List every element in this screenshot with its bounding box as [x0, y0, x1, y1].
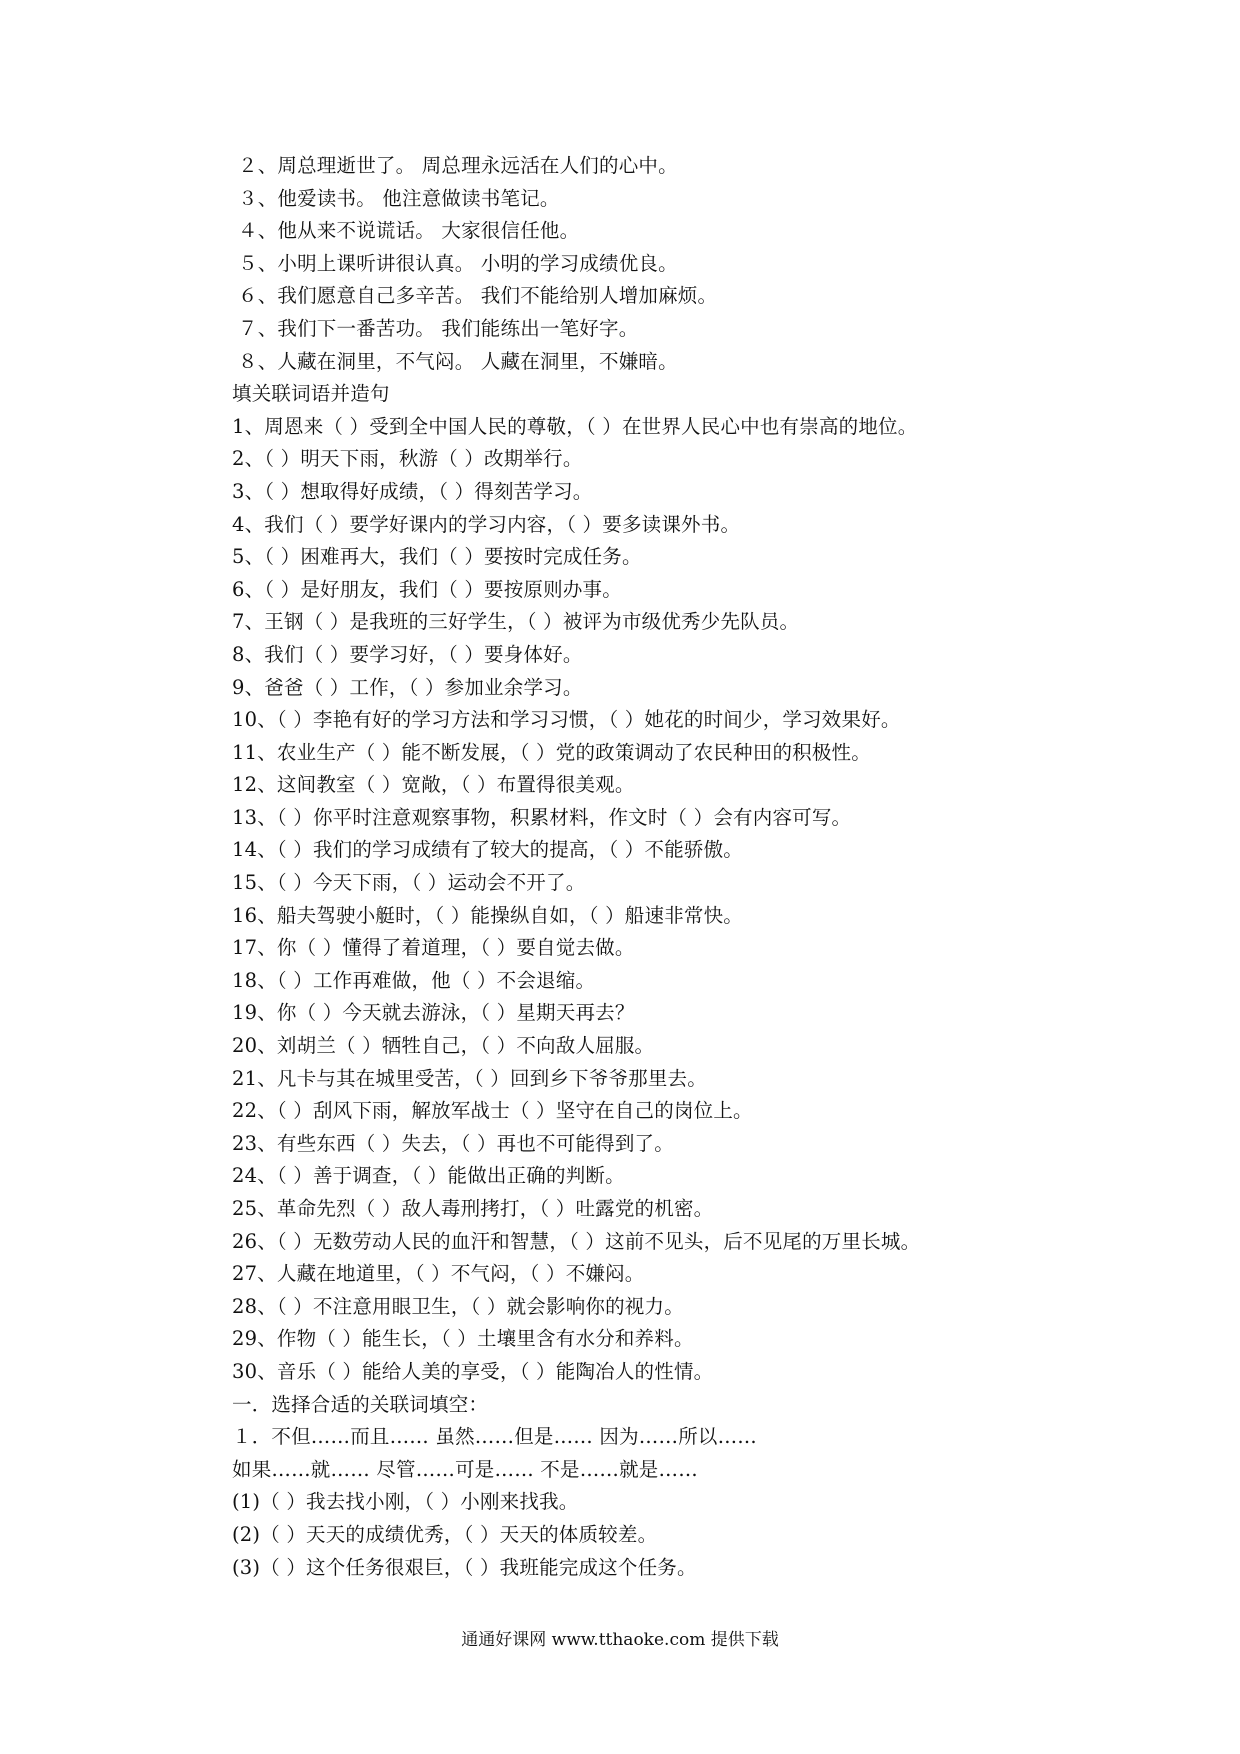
word-bank-line: １．不但……而且…… 虽然……但是…… 因为……所以…… [232, 1425, 757, 1449]
exercise-item: ７、我们下一番苦功。 我们能练出一笔好字。 [238, 316, 639, 340]
exercise-item: 17、你（ ）懂得了着道理，（ ）要自觉去做。 [232, 936, 635, 960]
exercise-item: 11、农业生产（ ）能不断发展，（ ）党的政策调动了农民种田的积极性。 [232, 740, 871, 764]
exercise-item: 4、我们（ ）要学好课内的学习内容，（ ）要多读课外书。 [232, 512, 741, 536]
exercise-item: ２、周总理逝世了。 周总理永远活在人们的心中。 [238, 154, 678, 177]
exercise-item: 28、（ ）不注意用眼卫生，（ ）就会影响你的视力。 [232, 1294, 684, 1318]
exercise-item: 20、刘胡兰（ ）牺牲自己，（ ）不向敌人屈服。 [232, 1034, 655, 1058]
exercise-item: 27、人藏在地道里，（ ）不气闷，（ ）不嫌闷。 [232, 1262, 645, 1286]
exercise-item: 21、凡卡与其在城里受苦，（ ）回到乡下爷爷那里去。 [232, 1066, 707, 1090]
exercise-item: ４、他从来不说谎话。 大家很信任他。 [238, 219, 580, 243]
exercise-item: 18、（ ）工作再难做，他（ ）不会退缩。 [232, 968, 596, 992]
choose-conjunctions-section [232, 1486, 1132, 1584]
exercise-item: 23、有些东西（ ）失去，（ ）再也不可能得到了。 [232, 1131, 674, 1155]
exercise-item: 5、（ ）困难再大，我们（ ）要按时完成任务。 [232, 545, 642, 569]
exercise-item: 8、我们（ ）要学习好，（ ）要身体好。 [232, 642, 583, 666]
sentence-combining-section [232, 150, 1132, 378]
exercise-item: 7、王钢（ ）是我班的三好学生，（ ）被评为市级优秀少先队员。 [232, 610, 800, 634]
exercise-item: ５、小明上课听讲很认真。 小明的学习成绩优良。 [238, 251, 678, 275]
exercise-item: 2、（ ）明天下雨，秋游（ ）改期举行。 [232, 447, 583, 471]
exercise-item: (3)（ ）这个任务很艰巨，（ ）我班能完成这个任务。 [232, 1555, 697, 1579]
exercise-item: 30、音乐（ ）能给人美的享受，（ ）能陶冶人的性情。 [232, 1359, 714, 1383]
section-title-choose-conjunctions: 一．选择合适的关联词填空： [232, 1392, 489, 1416]
exercise-item: 22、（ ）刮风下雨，解放军战士（ ）坚守在自己的岗位上。 [232, 1099, 753, 1123]
exercise-item: 1、周恩来（ ）受到全中国人民的尊敬，（ ）在世界人民心中也有崇高的地位。 [232, 414, 918, 438]
exercise-item: 12、这间教室（ ）宽敞，（ ）布置得很美观。 [232, 773, 635, 797]
exercise-item: 10、（ ）李艳有好的学习方法和学习习惯，（ ）她花的时间少，学习效果好。 [232, 708, 901, 732]
page-footer: 通通好课网 www.tthaoke.com 提供下载 [461, 1630, 779, 1650]
exercise-item: 14、（ ）我们的学习成绩有了较大的提高，（ ）不能骄傲。 [232, 838, 744, 862]
section-title-fill-conjunctions: 填关联词语并造句 [232, 382, 390, 406]
exercise-item: ８、人藏在洞里，不气闷。 人藏在洞里，不嫌暗。 [238, 349, 678, 373]
exercise-item: 25、革命先烈（ ）敌人毒刑拷打，（ ）吐露党的机密。 [232, 1197, 714, 1220]
conjunction-word-bank [232, 1421, 1132, 1486]
exercise-item: 16、船夫驾驶小艇时，（ ）能操纵自如，（ ）船速非常快。 [232, 903, 744, 927]
fill-conjunctions-section [232, 411, 1132, 1389]
exercise-item: 29、作物（ ）能生长，（ ）土壤里含有水分和养料。 [232, 1327, 694, 1351]
exercise-item: ６、我们愿意自己多辛苦。 我们不能给别人增加麻烦。 [238, 284, 718, 308]
exercise-item: 26、（ ）无数劳动人民的血汗和智慧，（ ）这前不见头，后不见尾的万里长城。 [232, 1229, 921, 1253]
exercise-item: 9、爸爸（ ）工作，（ ）参加业余学习。 [232, 675, 583, 699]
exercise-item: (2)（ ）天天的成绩优秀，（ ）天天的体质较差。 [232, 1522, 658, 1546]
exercise-item: 6、（ ）是好朋友，我们（ ）要按原则办事。 [232, 577, 622, 601]
exercise-item: 19、你（ ）今天就去游泳，（ ）星期天再去？ [232, 1001, 635, 1025]
worksheet-content [232, 150, 1132, 1584]
exercise-item: (1)（ ）我去找小刚，（ ）小刚来找我。 [232, 1490, 579, 1514]
exercise-item: 3、（ ）想取得好成绩，（ ）得刻苦学习。 [232, 479, 593, 503]
exercise-item: 24、（ ）善于调查，（ ）能做出正确的判断。 [232, 1164, 625, 1188]
exercise-item: 15、（ ）今天下雨，（ ）运动会不开了。 [232, 871, 586, 895]
exercise-item: 13、（ ）你平时注意观察事物，积累材料，作文时（ ）会有内容可写。 [232, 805, 852, 829]
exercise-item: ３、他爱读书。 他注意做读书笔记。 [238, 186, 560, 210]
word-bank-line: 如果……就…… 尽管……可是…… 不是……就是…… [232, 1457, 698, 1481]
